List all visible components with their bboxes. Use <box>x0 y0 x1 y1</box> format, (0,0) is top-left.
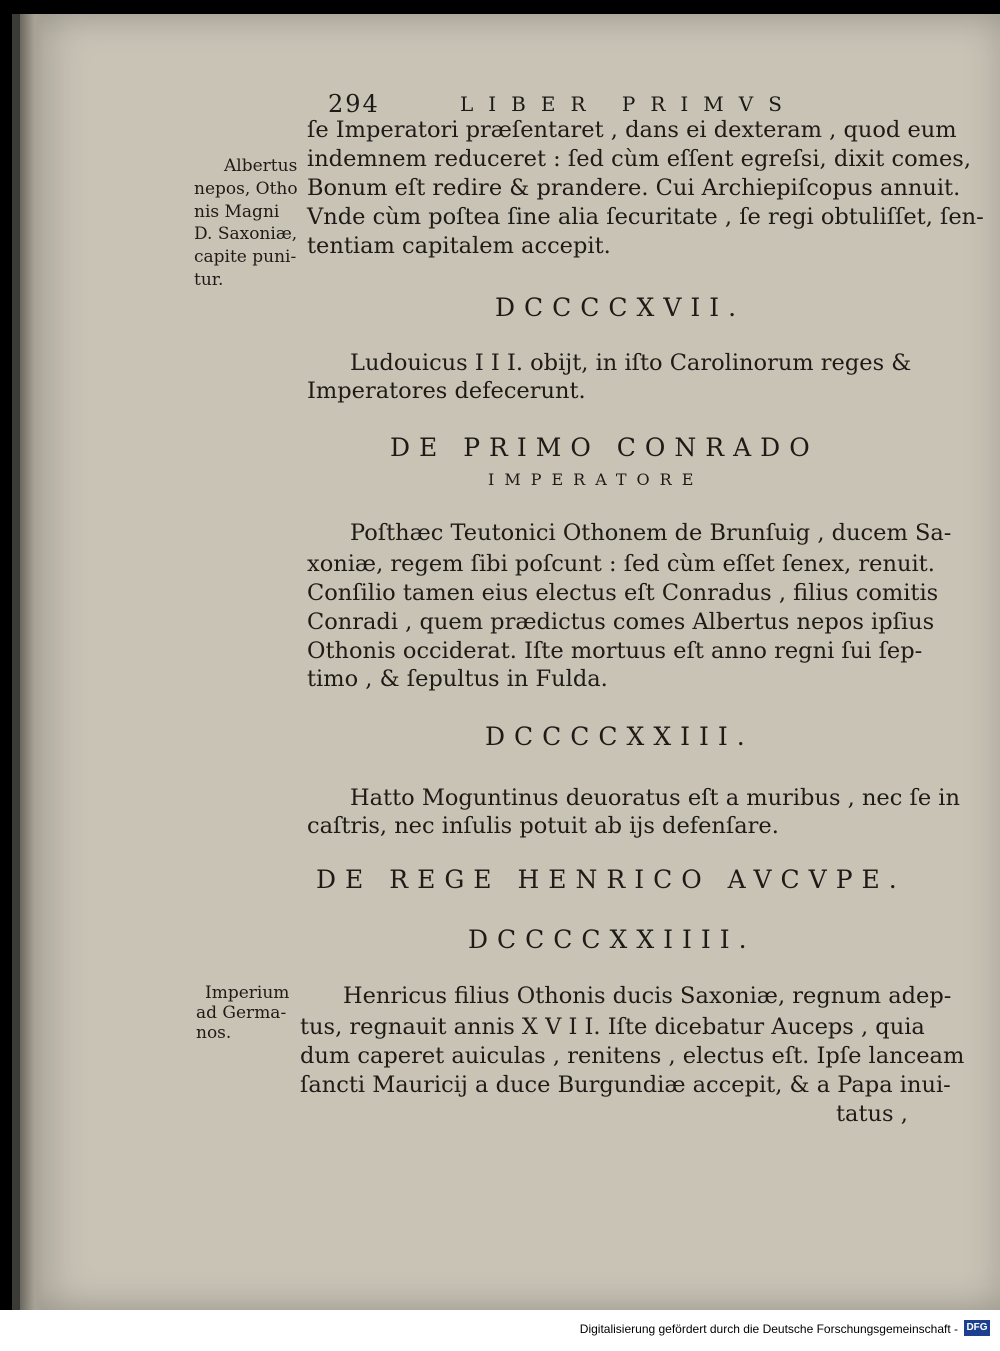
running-title: LIBER PRIMVS <box>460 92 797 116</box>
text-line: tentiam capitalem accepit. <box>307 233 611 259</box>
text-line: Ludouicus I I I. obijt, in iſto Carolinorum reges & <box>350 350 912 376</box>
text-line: xoniæ, regem ſibi poſcunt : ſed cùm eſſet ſenex, renuit. <box>307 551 935 577</box>
text-line: Hatto Moguntinus deuoratus eſt a muribus , nec ſe in <box>350 785 960 811</box>
text-line: indemnem reduceret : ſed cùm eſſent egreſsi, dixit comes, <box>307 146 972 172</box>
section-title: DE PRIMO CONRADO <box>390 433 819 462</box>
text-line: Imperatores defecerunt. <box>307 378 586 404</box>
text-line: Poſthæc Teutonici Othonem de Brunſuig , ducem Sa- <box>350 520 952 546</box>
text-line: caſtris, nec inſulis potuit ab ijs defenſare. <box>307 813 779 839</box>
margin-note-line: Albertus <box>224 156 298 176</box>
year-heading: DCCCCXVII. <box>495 293 746 322</box>
funding-credit: Digitalisierung gefördert durch die Deutsche Forschungsgemeinschaft - <box>579 1322 958 1336</box>
text-line: Conſilio tamen eius electus eſt Conradus , filius comitis <box>307 580 939 606</box>
digitization-footer <box>0 1310 1000 1351</box>
text-line: tus, regnauit annis X V I I. Iſte dicebatur Auceps , quia <box>300 1014 925 1040</box>
margin-note-line: nepos, Otho <box>194 179 298 199</box>
text-line: timo , & ſepultus in Fulda. <box>307 666 608 692</box>
section-subtitle: IMPERATORE <box>488 470 704 489</box>
margin-note-line: nos. <box>196 1023 232 1043</box>
margin-note-line: ad Germa- <box>196 1003 287 1023</box>
text-line: Bonum eſt redire & prandere. Cui Archiepiſcopus annuit. <box>307 175 961 201</box>
margin-note-line: D. Saxoniæ, <box>194 224 298 244</box>
margin-note-line: tur. <box>194 270 224 290</box>
margin-note-line: nis Magni <box>194 202 280 222</box>
text-line: Conradi , quem prædictus comes Albertus nepos ipſius <box>307 609 935 635</box>
dfg-logo: DFG <box>964 1320 990 1336</box>
text-line: ſe Imperatori præſentaret , dans ei dexteram , quod eum <box>307 117 957 143</box>
text-line: dum caperet auiculas , renitens , electus eſt. Ipſe lanceam <box>300 1043 965 1069</box>
margin-note-line: Imperium <box>205 983 290 1003</box>
text-line: ſancti Mauricij a duce Burgundiæ accepit, & a Papa inui- <box>300 1072 951 1098</box>
text-line: tatus , <box>836 1101 908 1127</box>
margin-note-line: capite puni- <box>194 247 297 267</box>
page-number: 294 <box>328 90 380 118</box>
year-heading: DCCCCXXIIII. <box>468 925 756 954</box>
text-line: Vnde cùm poſtea ſine alia ſecuritate , ſe regi obtuliſſet, ſen- <box>307 204 984 230</box>
section-title: DE REGE HENRICO AVCVPE. <box>316 865 906 894</box>
text-line: Henricus filius Othonis ducis Saxoniæ, regnum adep- <box>343 983 952 1009</box>
year-heading: DCCCCXXIII. <box>485 722 754 751</box>
text-line: Othonis occiderat. Iſte mortuus eſt anno regni ſui ſep- <box>307 638 923 664</box>
